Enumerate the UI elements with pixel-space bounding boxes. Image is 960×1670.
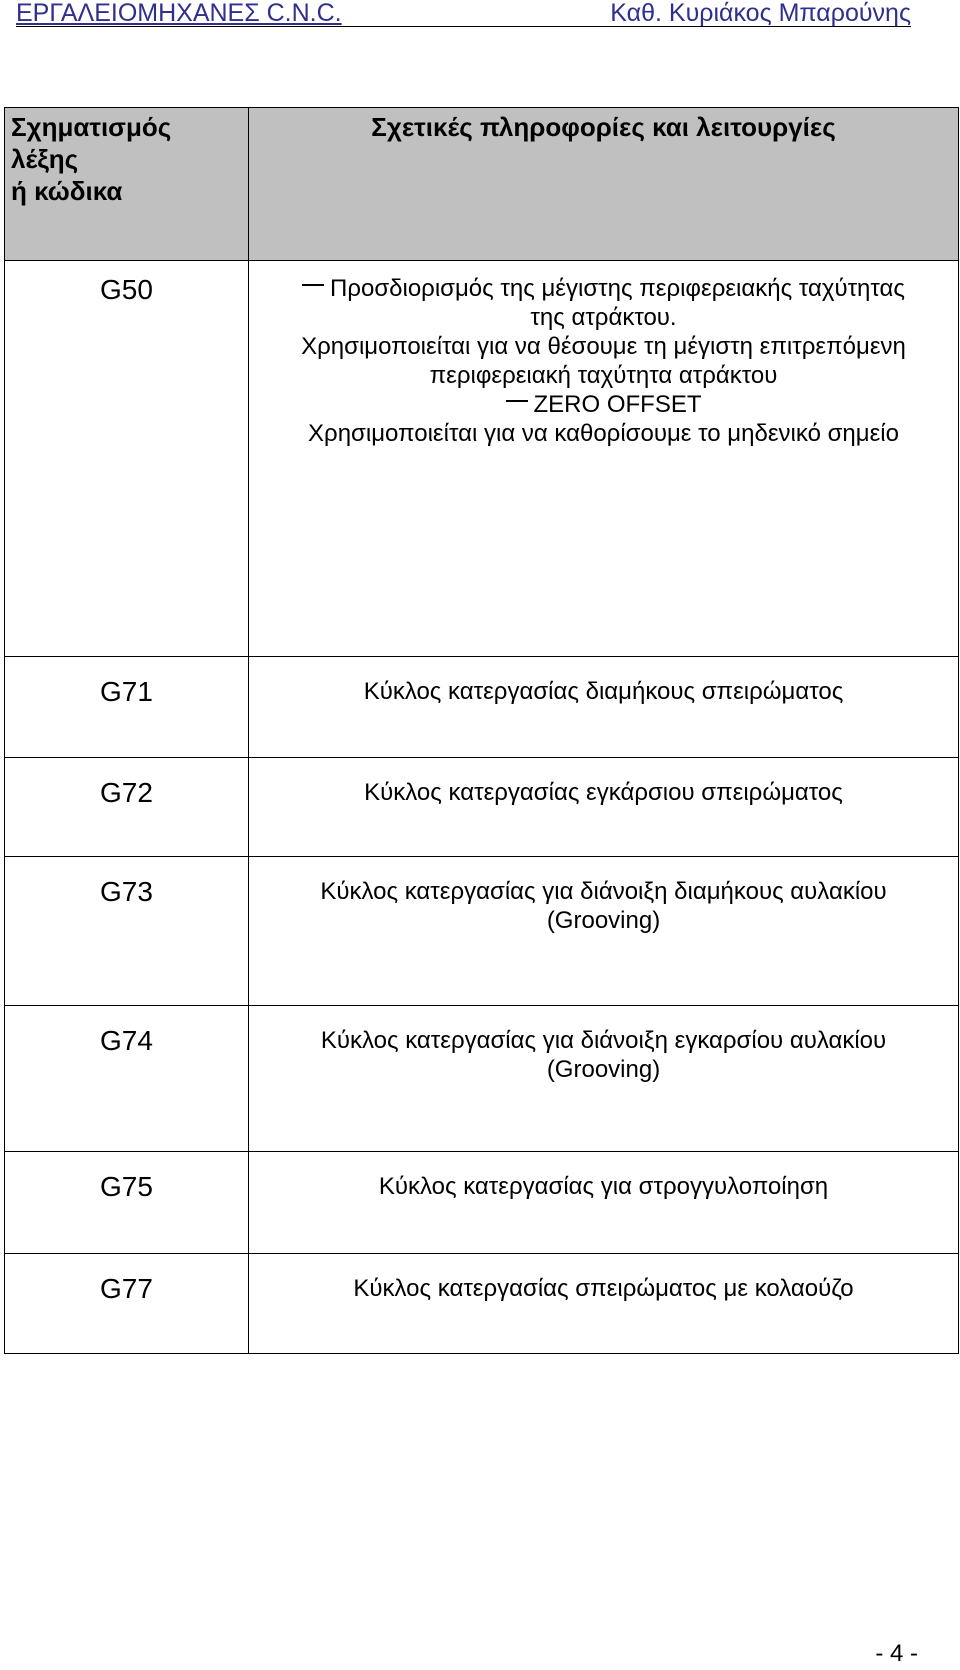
description-line: Κύκλος κατεργασίας εγκάρσιου σπειρώματος bbox=[364, 779, 843, 806]
table-header-row bbox=[5, 108, 959, 261]
dash-marker bbox=[506, 400, 528, 402]
description-line: Προσδιορισμός της μέγιστης περιφερειακής ταχύτητας bbox=[249, 274, 958, 303]
description-cell bbox=[249, 758, 959, 857]
description-line: Κύκλος κατεργασίας για διάνοιξη εγκαρσίου αυλακίου bbox=[320, 1027, 887, 1054]
author-name: Καθ. Κυριάκος Μπαρούνης bbox=[610, 0, 911, 27]
page-number: - 4 - bbox=[875, 1640, 918, 1667]
code-cell: G74 bbox=[5, 1006, 249, 1152]
description-cell bbox=[249, 1254, 959, 1354]
description-line: Κύκλος κατεργασίας διαμήκους σπειρώματος bbox=[363, 678, 844, 705]
description-line: (Grooving) bbox=[546, 1056, 661, 1083]
page-header bbox=[16, 0, 911, 27]
column-header-code bbox=[5, 108, 249, 261]
description-cell bbox=[249, 857, 959, 1006]
table-row bbox=[5, 657, 959, 758]
description-line: (Grooving) bbox=[546, 907, 661, 934]
column-header-code-line: ή κώδικα bbox=[11, 176, 123, 206]
column-header-info: Σχετικές πληροφορίες και λειτουργίες bbox=[249, 108, 959, 261]
description-line: της ατράκτου. bbox=[530, 304, 677, 331]
description-line: περιφερειακή ταχύτητα ατράκτου bbox=[429, 362, 778, 389]
document-title: ΕΡΓΑΛΕΙΟΜΗΧΑΝΕΣ C.N.C. bbox=[16, 0, 342, 27]
gcode-table bbox=[4, 107, 959, 1354]
description-cell bbox=[249, 1006, 959, 1152]
code-cell: G72 bbox=[5, 758, 249, 857]
description-line: Κύκλος κατεργασίας σπειρώματος με κολαούζο bbox=[353, 1275, 854, 1302]
description-line: Χρησιμοποιείται για να καθορίσουμε το μηδενικό σημείο bbox=[308, 420, 899, 447]
code-cell: G50 bbox=[5, 261, 249, 657]
code-cell: G77 bbox=[5, 1254, 249, 1354]
code-cell: G75 bbox=[5, 1152, 249, 1254]
table-row bbox=[5, 1006, 959, 1152]
dash-marker bbox=[302, 284, 324, 286]
description-line: Κύκλος κατεργασίας για διάνοιξη διαμήκους αυλακίου bbox=[320, 878, 887, 905]
description-cell bbox=[249, 1152, 959, 1254]
description-line: Κύκλος κατεργασίας για στρογγυλοποίηση bbox=[378, 1173, 829, 1200]
column-header-code-line: λέξης bbox=[11, 144, 79, 174]
code-cell: G71 bbox=[5, 657, 249, 758]
table-row bbox=[5, 857, 959, 1006]
table-row bbox=[5, 1254, 959, 1354]
description-line: Χρησιμοποιείται για να θέσουμε τη μέγιστη επιτρεπόμενη bbox=[301, 333, 906, 360]
description-line: ZERO OFFSET bbox=[249, 390, 958, 419]
table-row bbox=[5, 758, 959, 857]
code-cell: G73 bbox=[5, 857, 249, 1006]
table-row bbox=[5, 1152, 959, 1254]
description-cell bbox=[249, 657, 959, 758]
description-cell bbox=[249, 261, 959, 657]
table-row bbox=[5, 261, 959, 657]
column-header-code-line: Σχηματισμός bbox=[11, 112, 172, 142]
